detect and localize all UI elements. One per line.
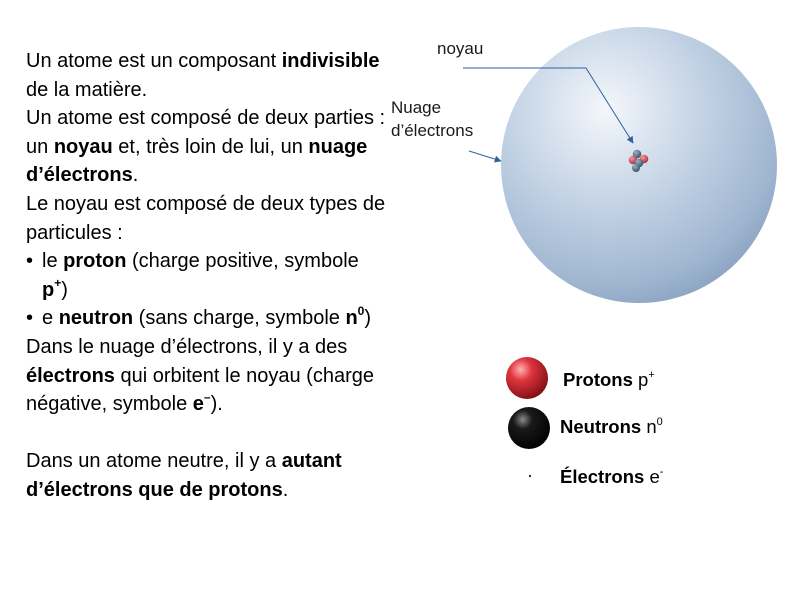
text-run: e [42,307,59,330]
nucleus-neutron [632,164,640,172]
symbol-e: e [192,393,204,416]
text-run: et, très loin de lui, un [112,135,309,158]
legend-neutron-ball [508,407,550,449]
legend-proton-ball [506,357,548,399]
text-run: Dans le nuage d’électrons, il y a des [26,335,348,358]
symbol-superscript: 0 [357,304,365,319]
symbol-superscript: – [203,390,211,405]
legend-protons-name: Protons [563,369,633,390]
text-run: de la matière. [26,78,148,101]
text-run: . [132,164,139,187]
legend-neutrons [560,415,663,439]
bold-term-indivisible: indivisible [281,50,380,72]
label-noyau: noyau [437,39,484,58]
bold-term-equality: autant d’électrons que de protons [26,450,342,501]
legend-electrons-name: Électrons [560,466,645,487]
legend-protons [563,368,655,392]
text-run: ). [210,393,223,416]
symbol-superscript: + [54,275,62,290]
text-run: Le noyau est composé de deux types de particules : [26,192,386,244]
text-run: (charge positive, symbole [126,250,359,273]
legend-neutrons-sup: 0 [656,416,663,428]
bold-term-noyau: noyau [53,135,113,158]
legend-electrons-sup: - [659,466,664,478]
symbol-n: n [345,307,358,330]
text-run: ) [364,307,372,330]
label-nuage-line2: d’électrons [391,121,474,140]
text-run: Dans un atome neutre, il y a [26,450,282,473]
bullet-dot: • [26,250,34,273]
text-run: . [282,478,289,501]
arrow-to-cloud [469,151,501,161]
text-run: qui orbitent le noyau (charge négative, symbole [26,364,374,416]
legend-neutrons-name: Neutrons [560,416,642,437]
legend-electrons-symbol: e [649,466,660,487]
bold-term-proton: proton [63,250,127,273]
text-run: Un atome est composé de deux parties : un [26,107,386,158]
legend-protons-sup: + [648,369,655,381]
bullet-dot: • [26,307,34,330]
bold-term-neutron: neutron [58,307,134,330]
label-nuage-line1: Nuage [391,98,442,117]
legend-electrons [560,465,663,489]
legend-protons-symbol: p [638,369,649,390]
bold-term-nuage: nuage d’électrons [26,135,368,187]
label-nuage-electrons [391,96,473,142]
text-run: le [42,250,64,273]
text-run: ) [61,278,68,301]
legend-neutrons-symbol: n [646,416,657,437]
text-run: Un atome est un composant [26,50,282,72]
symbol-p: p [42,278,55,301]
text-run: (sans charge, symbole [133,307,346,330]
bold-term-electrons: électrons [26,364,115,387]
legend-electron-dot [529,475,531,477]
